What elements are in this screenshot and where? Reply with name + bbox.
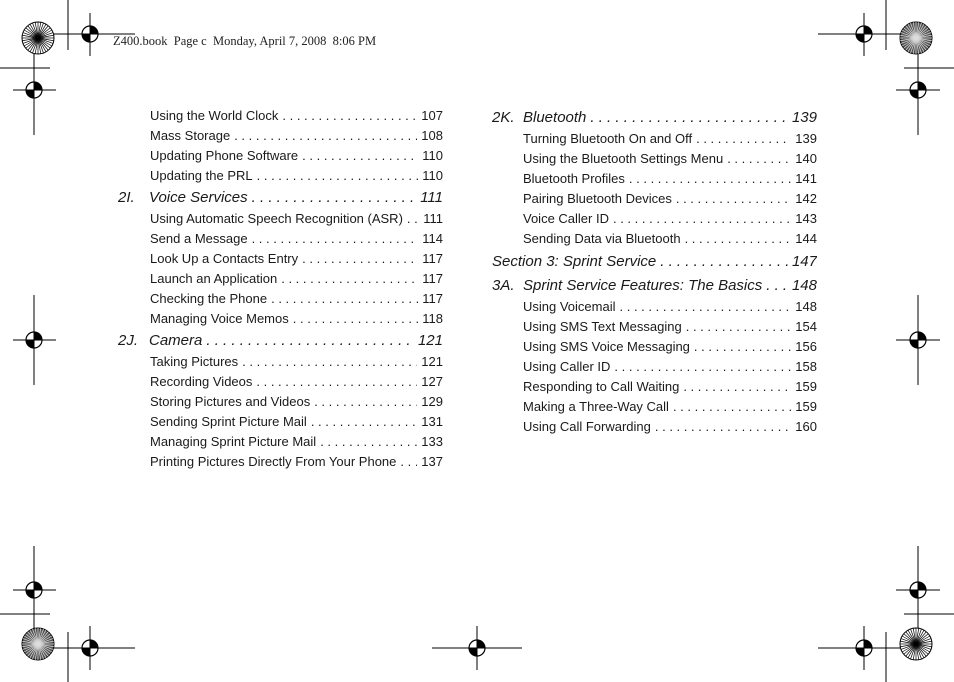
- toc-title: Storing Pictures and Videos: [150, 394, 311, 409]
- starburst-icon: [22, 628, 54, 660]
- chapter-number: 2I.: [118, 189, 135, 206]
- page-number: 133: [421, 434, 443, 449]
- page-number: 139: [791, 109, 817, 126]
- page-number: 154: [795, 319, 817, 334]
- toc-title: Recording Videos: [150, 374, 253, 389]
- toc-title: Using Automatic Speech Recognition (ASR): [150, 211, 403, 226]
- toc-title: Sending Data via Bluetooth: [523, 231, 681, 246]
- page-number: 131: [421, 414, 443, 429]
- toc-title: Look Up a Contacts Entry: [150, 251, 299, 266]
- chapter-number: 3A.: [492, 277, 515, 294]
- starburst-icon: [22, 22, 54, 54]
- page-number: 160: [795, 419, 817, 434]
- toc-title: Using SMS Text Messaging: [523, 319, 682, 334]
- page-number: 111: [420, 189, 443, 206]
- toc-title: Pairing Bluetooth Devices: [523, 191, 672, 206]
- toc-title: Updating Phone Software: [150, 148, 299, 163]
- print-header: Z400.book Page c Monday, April 7, 2008 8:06 PM: [113, 34, 377, 48]
- toc-title: Responding to Call Waiting: [523, 379, 680, 394]
- page-number: 117: [422, 291, 443, 306]
- page-number: 148: [791, 277, 817, 294]
- toc-title: Taking Pictures: [150, 354, 239, 369]
- page-number: 114: [422, 231, 443, 246]
- toc-title: Send a Message: [150, 231, 248, 246]
- toc-title: Checking the Phone: [150, 291, 268, 306]
- page-number: 156: [795, 339, 817, 354]
- toc-title: Mass Storage: [150, 128, 231, 143]
- page-number: 137: [421, 454, 443, 469]
- toc-title: Using the Bluetooth Settings Menu: [523, 151, 724, 166]
- page-number: 127: [421, 374, 443, 389]
- toc-title: Turning Bluetooth On and Off: [523, 131, 693, 146]
- page-number: 121: [421, 354, 443, 369]
- page-number: 111: [423, 211, 443, 226]
- page-number: 159: [795, 399, 817, 414]
- page-number: 147: [791, 253, 817, 270]
- page-number: 121: [417, 332, 443, 349]
- toc-title: Updating the PRL: [150, 168, 253, 183]
- page-number: 108: [421, 128, 443, 143]
- page-number: 129: [421, 394, 443, 409]
- page-number: 117: [422, 271, 443, 286]
- page-number: 141: [795, 171, 817, 186]
- page-number: 143: [795, 211, 817, 226]
- page-number: 139: [795, 131, 817, 146]
- toc-title: Using Caller ID: [523, 359, 611, 374]
- chapter-number: 2K.: [492, 109, 515, 126]
- page-number: 140: [795, 151, 817, 166]
- toc-title: Using the World Clock: [150, 108, 279, 123]
- toc-title: Using Voicemail: [523, 299, 616, 314]
- page-number: 159: [795, 379, 817, 394]
- page-number: 110: [422, 168, 443, 183]
- toc-title: Sending Sprint Picture Mail: [150, 414, 307, 429]
- toc-title: Voice Services: [149, 189, 248, 206]
- toc-title: Voice Caller ID: [523, 211, 609, 226]
- toc-title: Section 3: Sprint Service: [492, 253, 657, 270]
- toc-title: Managing Sprint Picture Mail: [150, 434, 317, 449]
- page-number: 142: [795, 191, 817, 206]
- toc-title: Using SMS Voice Messaging: [523, 339, 690, 354]
- toc-title: Bluetooth: [523, 109, 587, 126]
- toc-title: Launch an Application: [150, 271, 278, 286]
- toc-title: Printing Pictures Directly From Your Phone: [150, 454, 397, 469]
- toc-title: Making a Three-Way Call: [523, 399, 669, 414]
- page-number: 118: [422, 311, 443, 326]
- toc-title: Bluetooth Profiles: [523, 171, 625, 186]
- page-number: 107: [421, 108, 443, 123]
- page-number: 158: [795, 359, 817, 374]
- toc-title: Sprint Service Features: The Basics: [523, 277, 763, 294]
- chapter-number: 2J.: [118, 332, 139, 349]
- page-number: 144: [795, 231, 817, 246]
- page-number: 110: [422, 148, 443, 163]
- toc-title: Managing Voice Memos: [150, 311, 289, 326]
- page-number: 117: [422, 251, 443, 266]
- starburst-icon: [900, 628, 932, 660]
- toc-title: Using Call Forwarding: [523, 419, 651, 434]
- page-number: 148: [795, 299, 817, 314]
- starburst-icon: [900, 22, 932, 54]
- toc-title: Camera: [149, 332, 203, 349]
